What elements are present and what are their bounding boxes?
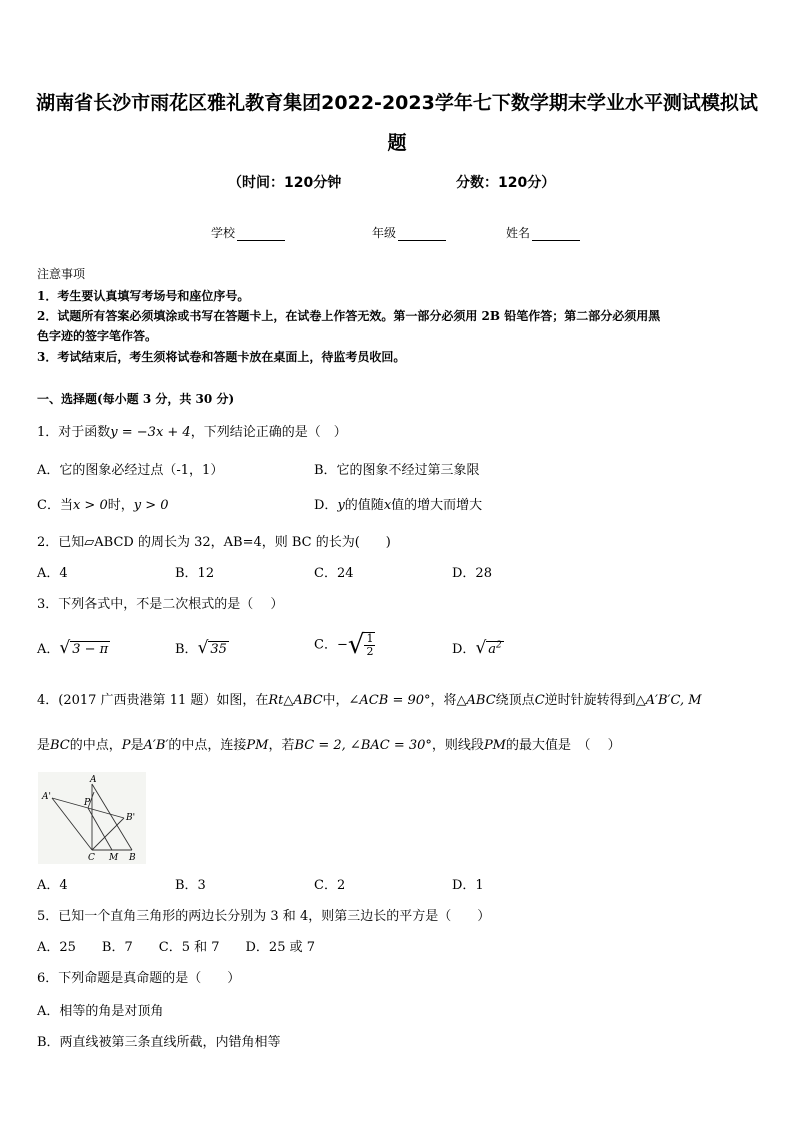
q1-c-cond1: x > 0 — [72, 498, 108, 513]
grade-label: 年级 — [372, 226, 397, 240]
q3-b-label: B． — [175, 642, 198, 657]
q3-option-d: D．√ $a^2$ — [452, 638, 502, 658]
fig-label-c: C — [88, 853, 95, 863]
q1-d-prefix: D． — [314, 498, 338, 513]
q1-d-mid: 的值随 — [344, 498, 384, 513]
name-field — [506, 224, 580, 241]
q1-option-d — [314, 494, 482, 513]
q3-d-exponent: 2 — [496, 640, 502, 651]
fig-label-p: P — [84, 798, 91, 808]
q3-c-label: C． — [314, 637, 337, 653]
q4-option-b: B．3 — [175, 878, 206, 893]
q3-option-c: C．−√ $\frac{1}{2}$ — [314, 630, 374, 660]
q1-function: y = −3x + 4 — [110, 425, 191, 440]
q6-option-a: A．相等的角是对顶角 — [37, 1004, 164, 1019]
school-blank — [237, 228, 285, 241]
q1-suffix: ，下列结论正确的是（ ） — [190, 425, 347, 440]
q1-d-x: x — [383, 498, 392, 513]
q1-d-y: y — [337, 498, 345, 513]
question-4-line-1: 4．(2017 广西贵港第 11 题）如图，在Rt△ABC中，∠ACB = 90°，将△ABC绕顶点C逆时针旋转得到△A′B′C, M — [37, 693, 702, 708]
name-label: 姓名 — [506, 226, 531, 240]
page-title: 湖南省长沙市雨花区雅礼教育集团2022-2023学年七下数学期末学业水平测试模拟试 — [36, 92, 758, 114]
q6-option-b: B．两直线被第三条直线所截，内错角相等 — [37, 1035, 281, 1050]
question-1-stem — [37, 421, 347, 440]
q2-option-c: C．24 — [314, 566, 354, 581]
q2-option-d: D．28 — [452, 566, 492, 581]
notes-item-1: 1．考生要认真填写考场号和座位序号。 — [37, 289, 250, 303]
school-field — [211, 224, 285, 241]
q1-c-cond2: y > 0 — [133, 498, 169, 513]
exam-score: 分数：120分） — [456, 175, 556, 191]
notes-heading: 注意事项 — [37, 267, 86, 281]
grade-blank — [398, 228, 446, 241]
q1-option-a: A．它的图象必经过点（-1，1） — [37, 463, 224, 478]
name-blank — [532, 228, 580, 241]
question-6-stem: 6．下列命题是真命题的是（ ） — [37, 971, 241, 986]
q3-a-radicand: 3 − π — [72, 642, 109, 657]
school-label: 学校 — [211, 226, 236, 240]
question-5-stem: 5．已知一个直角三角形的两边长分别为 3 和 4，则第三边长的平方是（ ） — [37, 909, 491, 924]
q3-d-base: a — [488, 642, 497, 657]
q1-c-mid: 时， — [107, 498, 134, 513]
q1-option-b: B．它的图象不经过第三象限 — [314, 463, 480, 478]
notes-item-2: 2．试题所有答案必须填涂或书写在答题卡上，在试卷上作答无效。第一部分必须用 2B 铅笔作答；第二部分必须用黑 — [37, 309, 661, 323]
fig-label-m: M — [109, 853, 119, 863]
q1-prefix: 1．对于函数 — [37, 425, 111, 440]
q2-option-b: B．12 — [175, 566, 215, 581]
fig-label-b-prime: B' — [126, 813, 136, 823]
question-3-stem: 3．下列各式中，不是二次根式的是（ ） — [37, 597, 284, 612]
q4-option-c: C．2 — [314, 878, 346, 893]
q5-options: A．25 B．7 C．5 和 7 D．25 或 7 — [37, 940, 316, 955]
q4-option-a: A．4 — [37, 878, 68, 893]
q4-option-d: D．1 — [452, 878, 484, 893]
fig-label-b: B — [129, 853, 136, 863]
exam-time: （时间：120分钟 — [228, 175, 342, 191]
q1-option-c — [37, 494, 169, 513]
q3-option-a: A．√ 3 − π — [37, 638, 109, 658]
q1-c-prefix: C．当 — [37, 498, 73, 513]
question-2-stem: 2．已知▱ABCD 的周长为 32，AB=4，则 BC 的长为( ) — [37, 535, 391, 550]
fig-label-a-prime: A' — [42, 792, 51, 802]
grade-field — [372, 224, 446, 241]
notes-item-2-continued: 色字迹的签字笔作答。 — [37, 329, 158, 343]
q4-geometry-figure — [38, 772, 146, 864]
notes-item-3: 3．考试结束后，考生须将试卷和答题卡放在桌面上，待监考员收回。 — [37, 350, 406, 364]
page-title-continued: 题 — [387, 132, 407, 154]
q3-d-label: D． — [452, 642, 476, 657]
q1-d-suffix: 值的增大而增大 — [391, 498, 483, 513]
q3-c-minus: − — [336, 637, 348, 653]
q3-b-radicand: 35 — [210, 642, 227, 657]
question-4-line-2: 是BC的中点，P是A′B′的中点，连接PM，若BC = 2, ∠BAC = 30°，则线段PM的最大值是 （ ） — [37, 738, 621, 753]
section-heading: 一、选择题(每小题 3 分，共 30 分) — [37, 392, 235, 406]
q2-option-a: A．4 — [37, 566, 68, 581]
q3-a-label: A． — [37, 642, 60, 657]
q3-c-denominator: 2 — [366, 645, 374, 658]
q3-c-numerator: 1 — [366, 632, 374, 645]
fig-label-a: A — [90, 775, 97, 785]
q3-option-b: B．√ 35 — [175, 638, 227, 658]
